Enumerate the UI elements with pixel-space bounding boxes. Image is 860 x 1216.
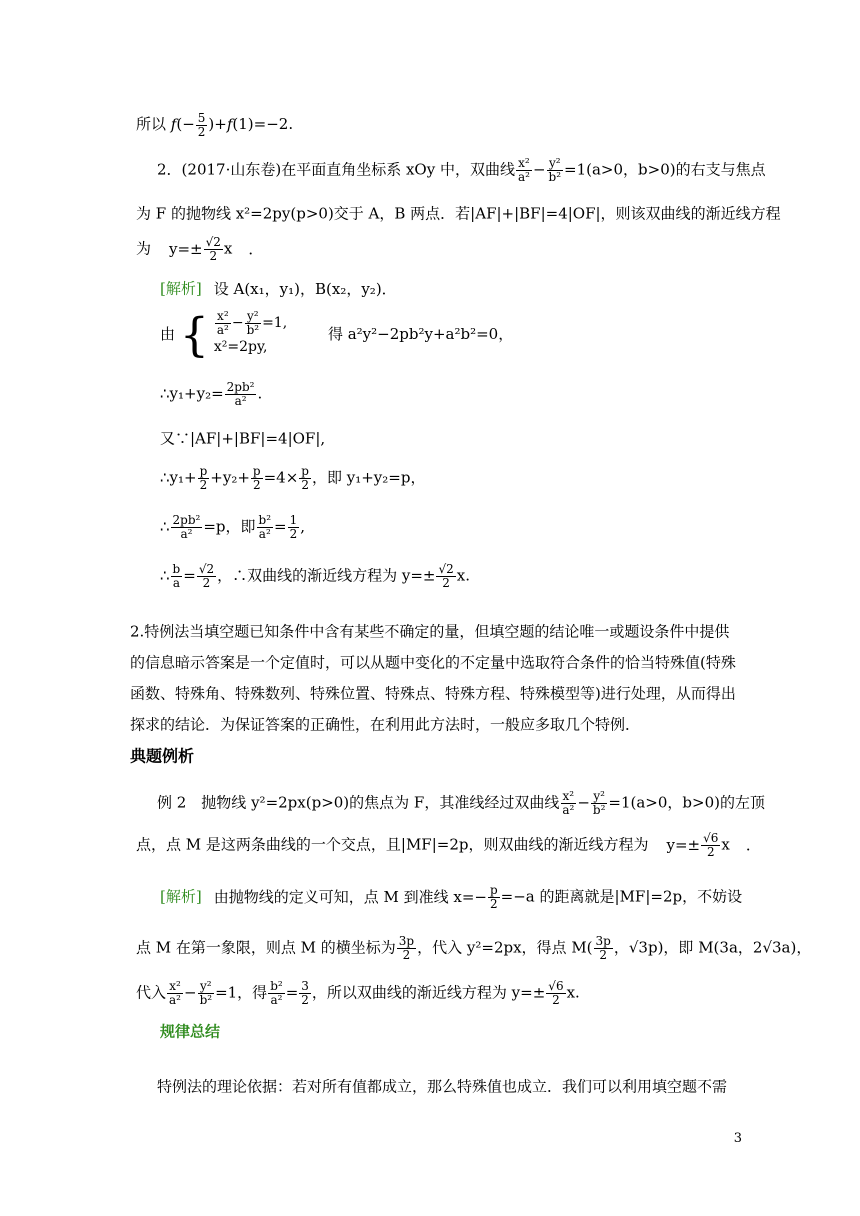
text-line: 所以 f(− $\frac{5}{2}$ )+f(1)=−2. [136, 111, 294, 139]
example-2-line-1: 例 2 抛物线 y²=2px(p>0)的焦点为 F，其准线经过双曲线 $\frac{\text{x²}}{\text{a²}}$ − $\frac{\text{y²}}{\text{b²}}$ =1(a>0，b>0)的左顶 [157, 789, 765, 817]
text-line: ∴y₁+ $\frac{p}{2}$ +y₂+ $\frac{p}{2}$ =4× $\frac{p}{2}$ ，即 y₁+y₂=p， [160, 464, 426, 492]
problem-2-line-1: 2．(2017·山东卷)在平面直角坐标系 xOy 中，双曲线 $\frac{\text{x²}}{\text{a²}}$ − $\frac{\text{y²}}{\text{b²}}$ =1(a>0，b>0)的右支与焦点 [157, 156, 766, 184]
problem-2-line-2: 为 F 的抛物线 x²=2py(p>0)交于 A，B 两点．若|AF|+|BF|=4|OF|，则该双曲线的渐近线方程 [136, 204, 781, 223]
summary-heading: 规律总结 [160, 1022, 221, 1041]
solution-line-3: 代入 $\frac{\text{x²}}{\text{a²}}$ − $\frac{\text{y²}}{\text{b²}}$ =1，得 $\frac{\text{b²}}{\text{a²}}$ = $\frac{3}{2}$ ，所以双曲线的渐近线方程为 y=± $\frac{√6}{2}$ x. [136, 979, 580, 1007]
text-line: ∴ $\frac{b}{a}$ = $\frac{√2}{2}$ ，∴双曲线的渐近线方程为 y=± $\frac{√2}{2}$ x. [160, 562, 470, 590]
analysis-line: [解析] 设 A(x₁，y₁)，B(x₂，y₂)． [160, 279, 397, 298]
equation-system-line: 由 { $\frac{\text{x²}}{\text{a²}}$ − $\frac{\text{y²}}{\text{b²}}$ =1, x²=2py, 得 a²y²−2pb²y+a²b²=0， [160, 307, 514, 362]
problem-2-answer-line: 为 y=± $\frac{√2}{2}$ x ． [136, 235, 264, 263]
text-line: 又∵|AF|+|BF|=4|OF|, [160, 429, 326, 448]
section-heading: 典题例析 [130, 746, 195, 766]
method-paragraph-line: 函数、特殊角、特殊数列、特殊位置、特殊点、特殊方程、特殊模型等)进行处理，从而得出 [130, 684, 736, 703]
text-line: 特例法的理论依据：若对所有值都成立，那么特殊值也成立．我们可以利用填空题不需 [157, 1077, 728, 1096]
fraction: $\frac{5}{2}$ [197, 111, 206, 139]
method-paragraph-line: 的信息暗示答案是一个定值时，可以从题中变化的不定量中选取符合条件的恰当特殊值(特殊 [130, 653, 736, 672]
solution-line-1: [解析] 由抛物线的定义可知，点 M 到准线 x=− $\frac{p}{2}$ =−a 的距离就是|MF|=2p，不妨设 [160, 883, 743, 911]
text-line: ∴ $\frac{\text{2pb²}}{\text{a²}}$ =p，即 $\frac{\text{b²}}{\text{a²}}$ = $\frac{1}{2}$ , [160, 513, 306, 541]
method-paragraph-line: 2.特例法当填空题已知条件中含有某些不确定的量，但填空题的结论唯一或题设条件中提供 [130, 622, 730, 641]
method-paragraph-line: 探求的结论．为保证答案的正确性，在利用此方法时，一般应多取几个特例． [130, 715, 641, 734]
example-2-line-2: 点，点 M 是这两条曲线的一个交点，且|MF|=2p，则双曲线的渐近线方程为 y=± $\frac{√6}{2}$ x ． [136, 831, 761, 859]
analysis-tag: [解析] [160, 279, 202, 298]
solution-line-2: 点 M 在第一象限，则点 M 的横坐标为 $\frac{3p}{2}$ ，代入 y²=2px，得点 M( $\frac{3p}{2}$ ，√3p)，即 M(3a，2√3a)， [136, 934, 812, 962]
text-line: ∴y₁+y₂= $\frac{\text{2pb²}}{\text{a²}}$ . [160, 380, 263, 408]
page-number: 3 [733, 1131, 742, 1146]
